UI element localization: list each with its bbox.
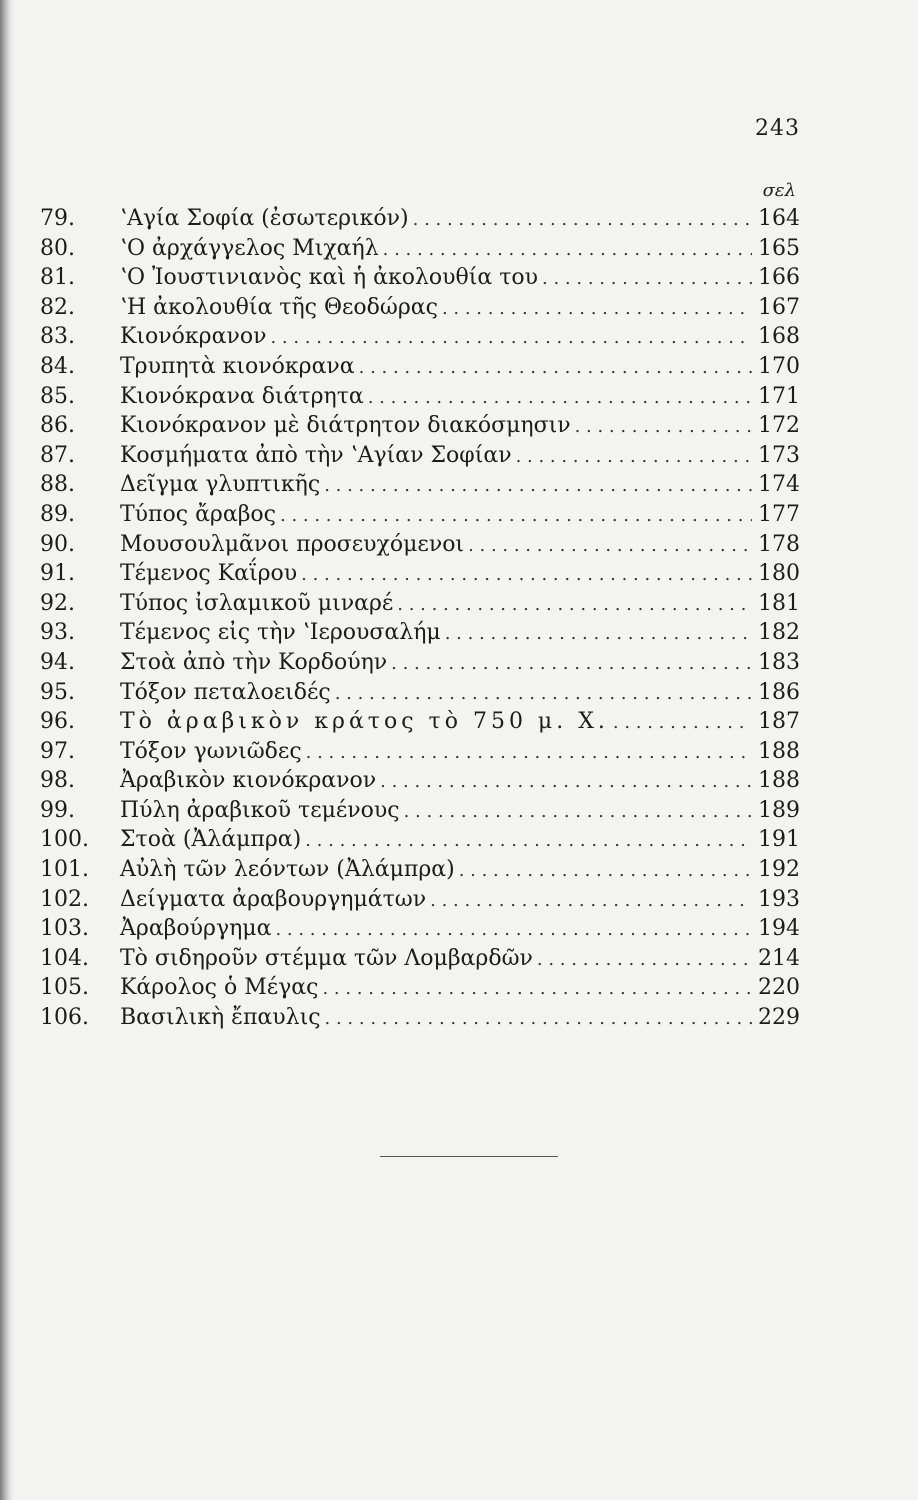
entry-title: Τρυπητὰ κιονόκρανα [120,353,355,379]
dot-leader [516,442,752,472]
dot-leader [397,590,752,620]
entry-title: Στοὰ ἀπὸ τὴν Κορδούην [120,649,388,675]
dot-leader [575,412,752,442]
entry-number: 93. [40,620,75,646]
entry-page: 214 [758,945,800,971]
dot-leader [359,353,752,383]
entry-title: Ἀραβούργημα [120,916,272,942]
entry-number: 103. [40,916,89,942]
entry-number: 79. [40,206,75,231]
list-item [40,766,800,796]
list-item [40,855,800,885]
entry-title: Τόξον γωνιῶδες [120,738,302,764]
entry-page: 178 [758,531,800,557]
entry-page: 183 [758,649,800,675]
entry-number: 90. [40,531,75,557]
entry-page: 187 [758,709,800,735]
entry-title: Τὸ ἀραβικὸν κράτος τὸ 750 μ. Χ. [120,709,609,735]
list-item [40,618,800,648]
entry-number: 99. [40,797,75,823]
dot-leader [335,679,752,709]
entry-number: 87. [40,442,75,468]
entry-title: Τόξον πεταλοειδές [120,679,331,705]
entry-number: 96. [40,709,75,735]
list-item [40,441,800,471]
entry-title: Τέμενος Καΐρου [120,561,298,587]
page-column-header: σελ [762,180,796,201]
entry-number: 97. [40,738,75,764]
list-item [40,796,800,826]
entry-title: Βασιλικὴ ἔπαυλις [120,1005,321,1031]
dot-leader [301,560,752,590]
list-item [40,914,800,944]
entry-title: ʽΑγία Σοφία (ἐσωτερικόν) [120,206,409,231]
entry-title: Κάρολος ὁ Μέγας [120,975,319,1001]
list-item [40,470,800,500]
entry-page: 165 [758,235,800,261]
entry-title: Τύπος ἰσλαμικοῦ μιναρέ [120,590,394,616]
entry-page: 181 [758,590,800,616]
entry-page: 191 [758,827,800,853]
entry-page: 168 [758,324,800,350]
entry-number: 92. [40,590,75,616]
dot-leader [380,767,752,797]
entry-page: 173 [758,442,800,468]
list-item [40,352,800,382]
dot-leader [275,915,752,945]
entry-page: 188 [758,768,800,794]
entry-page: 177 [758,501,800,527]
entry-page: 220 [758,975,800,1001]
list-item [40,589,800,619]
entry-page: 182 [758,620,800,646]
list-item [40,559,800,589]
entry-number: 84. [40,353,75,379]
dot-leader [322,974,752,1004]
list-item [40,293,800,323]
entry-title: ʽΗ ἀκολουθία τῆς Θεοδώρας [120,294,438,320]
dot-leader [280,501,752,531]
end-divider [380,1156,558,1157]
dot-leader [368,383,752,413]
entry-page: 170 [758,353,800,379]
dot-leader [445,619,752,649]
entry-page: 193 [758,886,800,912]
list-item [40,825,800,855]
entry-title: Τύπος ἄραβος [120,501,276,527]
entry-title: Τέμενος εἰς τὴν ʽΙερουσαλήμ [120,620,441,646]
entry-page: 188 [758,738,800,764]
entry-number: 94. [40,649,75,675]
entry-title: Ἀραβικὸν κιονόκρανον [120,768,377,794]
list-item [40,382,800,412]
entry-number: 98. [40,768,75,794]
entry-title: Κοσμήματα ἀπὸ τὴν ʽΑγίαν Σοφίαν [120,442,512,468]
list-item [40,944,800,974]
entry-page: 189 [758,797,800,823]
entry-number: 101. [40,857,89,883]
list-item [40,263,800,293]
entry-title: Πύλη ἀραβικοῦ τεμένους [120,797,400,823]
entry-title: ʽΟ Ἰουστινιανὸς καὶ ἡ ἀκολουθία του [120,265,539,291]
list-item [40,234,800,264]
entry-page: 166 [758,265,800,291]
list-item [40,707,800,737]
entry-page: 229 [758,1005,800,1031]
entry-page: 180 [758,561,800,587]
dot-leader [613,708,752,738]
entry-number: 80. [40,235,75,261]
entry-number: 89. [40,501,75,527]
entry-page: 171 [758,383,800,409]
entry-title: Κιονόκρανα διάτρητα [120,383,364,409]
entry-number: 100. [40,827,89,853]
list-item [40,322,800,352]
dot-leader [413,205,752,235]
entry-number: 102. [40,886,89,912]
entry-title: Δεῖγμα γλυπτικῆς [120,472,321,498]
entry-number: 85. [40,383,75,409]
entry-title: Στοὰ (Ἀλάμπρα) [120,827,302,853]
entry-number: 104. [40,945,89,971]
entry-title: Κιονόκρανον [120,324,267,350]
entry-title: Κιονόκρανον μὲ διάτρητον διακόσμησιν [120,413,571,439]
entry-number: 88. [40,472,75,498]
entry-page: 167 [758,294,800,320]
entry-number: 91. [40,561,75,587]
list-item [40,973,800,1003]
dot-leader [383,235,752,265]
entry-page: 194 [758,916,800,942]
entry-title: Δείγματα ἀραβουργημάτων [120,886,427,912]
entry-page: 164 [758,206,800,231]
entry-title: Τὸ σιδηροῦν στέμμα τῶν Λομβαρδῶν [120,945,533,971]
list-item [40,204,800,234]
list-item [40,885,800,915]
dot-leader [442,294,752,324]
dot-leader [270,323,752,353]
entry-number: 81. [40,265,75,291]
entry-number: 95. [40,679,75,705]
dot-leader [537,945,752,975]
entry-title: Μουσουλμᾶνοι προσευχόμενοι [120,531,465,557]
dot-leader [391,649,752,679]
dot-leader [324,471,752,501]
entry-title: ʽΟ ἀρχάγγελος Μιχαήλ [120,235,379,261]
list-item [40,411,800,441]
page-binding-edge [0,0,14,1500]
entry-number: 105. [40,975,89,1001]
entry-page: 172 [758,413,800,439]
list-item [40,737,800,767]
dot-leader [305,826,752,856]
entry-page: 174 [758,472,800,498]
list-item [40,500,800,530]
list-item [40,678,800,708]
dot-leader [325,1004,752,1034]
entry-number: 82. [40,294,75,320]
dot-leader [430,886,752,916]
entry-page: 186 [758,679,800,705]
list-item [40,530,800,560]
list-item [40,1003,800,1033]
entry-number: 106. [40,1005,89,1031]
entry-number: 83. [40,324,75,350]
dot-leader [459,856,752,886]
dot-leader [306,738,752,768]
entry-page: 192 [758,857,800,883]
dot-leader [404,797,752,827]
list-of-illustrations [40,204,800,1033]
dot-leader [542,264,752,294]
list-item [40,648,800,678]
entry-title: Αὐλὴ τῶν λεόντων (Ἀλάμπρα) [120,857,455,883]
page-number: 243 [755,116,800,141]
dot-leader [468,531,752,561]
entry-number: 86. [40,413,75,439]
